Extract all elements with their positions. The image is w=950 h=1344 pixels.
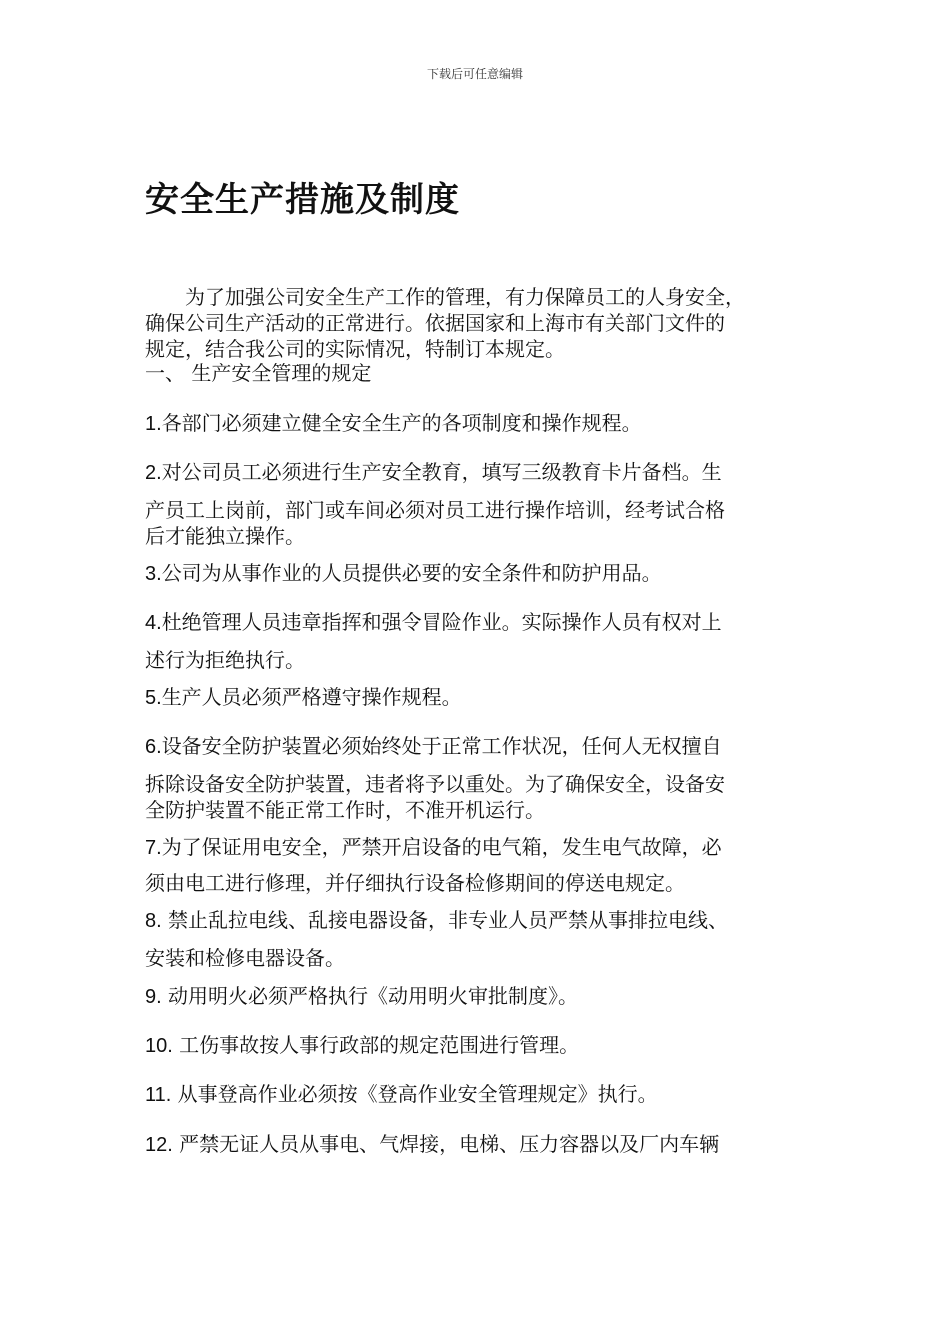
item-number: 4.: [145, 612, 162, 634]
item-text: 杜绝管理人员违章指挥和强令冒险作业。实际操作人员有权对上: [161, 610, 722, 634]
list-item-continuation: [145, 945, 795, 971]
item-text: 为了保证用电安全，严禁开启设备的电气箱，发生电气故障，必: [161, 835, 722, 859]
item-number: 9.: [145, 986, 162, 1008]
list-item: [145, 609, 795, 636]
item-text: 从事登高作业必须按《登高作业安全管理规定》执行。: [171, 1082, 658, 1106]
item-number: 11.: [145, 1084, 172, 1106]
item-number: 10.: [145, 1035, 173, 1057]
item-text: 述行为拒绝执行。: [145, 648, 305, 672]
page-header-note: 下载后可任意编辑: [426, 67, 523, 81]
list-item: [145, 907, 795, 934]
item-text: 全防护装置不能正常工作时，不准开机运行。: [145, 798, 545, 822]
item-text: 安装和检修电器设备。: [145, 946, 345, 970]
intro-line: 规定，结合我公司的实际情况，特制订本规定。: [145, 337, 565, 361]
section-heading: [145, 360, 795, 386]
item-number: 3.: [145, 563, 162, 585]
list-item: [145, 733, 795, 760]
item-text: 产员工上岗前，部门或车间必须对员工进行操作培训，经考试合格: [145, 498, 725, 522]
list-item: [145, 983, 795, 1010]
list-item: [145, 1081, 795, 1108]
item-text: 工伤事故按人事行政部的规定范围进行管理。: [172, 1033, 580, 1057]
intro-line: 确保公司生产活动的正常进行。依据国家和上海市有关部门文件的: [145, 311, 725, 335]
item-number: 7.: [145, 837, 162, 859]
list-item: [145, 1032, 795, 1059]
item-number: 8.: [145, 910, 162, 932]
intro-paragraph: [145, 284, 795, 362]
item-text: 严禁无证人员从事电、气焊接，电梯、压力容器以及厂内车辆: [172, 1132, 720, 1156]
list-item: [145, 410, 795, 437]
list-item-continuation: [145, 870, 795, 896]
item-text: 后才能独立操作。: [145, 524, 305, 548]
document-title: 安全生产措施及制度: [145, 180, 460, 220]
list-item: [145, 684, 795, 711]
item-number: 5.: [145, 687, 162, 709]
list-item-continuation: [145, 497, 795, 549]
list-item: [145, 834, 795, 861]
item-text: 对公司员工必须进行生产安全教育，填写三级教育卡片备档。生: [161, 460, 722, 484]
intro-line: 为了加强公司安全生产工作的管理，有力保障员工的人身安全，: [185, 285, 745, 309]
item-text: 各部门必须建立健全安全生产的各项制度和操作规程。: [161, 411, 642, 435]
list-item: [145, 459, 795, 486]
item-text: 设备安全防护装置必须始终处于正常工作状况，任何人无权擅自: [161, 734, 722, 758]
item-text: 须由电工进行修理，并仔细执行设备检修期间的停送电规定。: [145, 871, 685, 895]
item-number: 12.: [145, 1134, 173, 1156]
section-heading-text: 一、 生产安全管理的规定: [145, 361, 372, 385]
list-item-continuation: [145, 647, 795, 673]
item-text: 公司为从事作业的人员提供必要的安全条件和防护用品。: [161, 561, 662, 585]
list-item-continuation: [145, 771, 795, 823]
item-number: 6.: [145, 736, 162, 758]
item-text: 动用明火必须严格执行《动用明火审批制度》。: [161, 984, 579, 1008]
item-number: 2.: [145, 462, 162, 484]
item-text: 禁止乱拉电线、乱接电器设备，非专业人员严禁从事排拉电线、: [161, 908, 729, 932]
item-text: 拆除设备安全防护装置，违者将予以重处。为了确保安全，设备安: [145, 772, 725, 796]
item-number: 1.: [145, 413, 162, 435]
list-item: [145, 560, 795, 587]
item-text: 生产人员必须严格遵守操作规程。: [161, 685, 462, 709]
list-item: [145, 1131, 795, 1158]
